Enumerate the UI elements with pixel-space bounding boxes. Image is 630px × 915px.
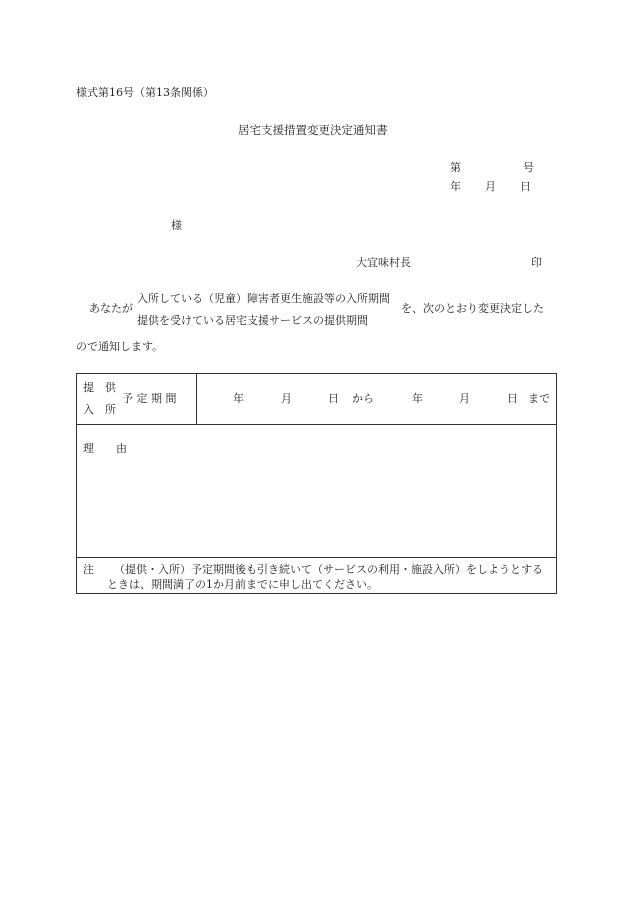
doc-number-prefix: 第 (450, 161, 461, 174)
body-trail: を、次のとおり変更決定した (401, 302, 544, 315)
period-year-from: 年 (233, 392, 244, 405)
period-until-label: まで (528, 392, 550, 405)
addressee-suffix: 様 (171, 219, 182, 232)
column-divider (196, 374, 197, 424)
body-lead: あなたが (89, 302, 133, 315)
sender-name: 大宜味村長 (356, 256, 411, 269)
reason-label: 理 由 (83, 442, 127, 455)
body-line2: ので通知します。 (76, 340, 164, 353)
body-option-facility: 入所している（児童）障害者更生施設等の入所期間 (137, 292, 390, 305)
note-line-2: ときは、期間満了の1か月前までに申し出てください。 (107, 578, 378, 591)
notice-table (76, 373, 557, 594)
date-year: 年 (450, 180, 461, 193)
period-day-from: 日 (328, 392, 339, 405)
period-row (77, 374, 556, 425)
period-day-to: 日 (507, 392, 518, 405)
header-nyusho: 入 所 (83, 403, 116, 416)
document-title: 居宅支援措置変更決定通知書 (238, 123, 388, 137)
doc-number-suffix: 号 (523, 161, 534, 174)
period-month-from: 月 (281, 392, 292, 405)
form-number: 様式第16号（第13条関係） (76, 86, 214, 99)
header-scheduled-period: 予 定 期 間 (122, 392, 177, 405)
seal-mark: 印 (531, 256, 542, 269)
note-line-1: （提供・入所）予定期間後も引き続いて（サービスの利用・施設入所）をしようとする (114, 563, 543, 576)
note-row (77, 558, 556, 593)
reason-row (77, 425, 556, 558)
date-month: 月 (485, 180, 496, 193)
body-option-service: 提供を受けている居宅支援サービスの提供期間 (137, 314, 368, 327)
period-month-to: 月 (459, 392, 470, 405)
note-label: 注 (83, 563, 94, 576)
header-teikyo: 提 供 (83, 381, 116, 394)
period-year-to: 年 (412, 392, 423, 405)
period-from-label: から (352, 392, 374, 405)
date-day: 日 (520, 180, 531, 193)
